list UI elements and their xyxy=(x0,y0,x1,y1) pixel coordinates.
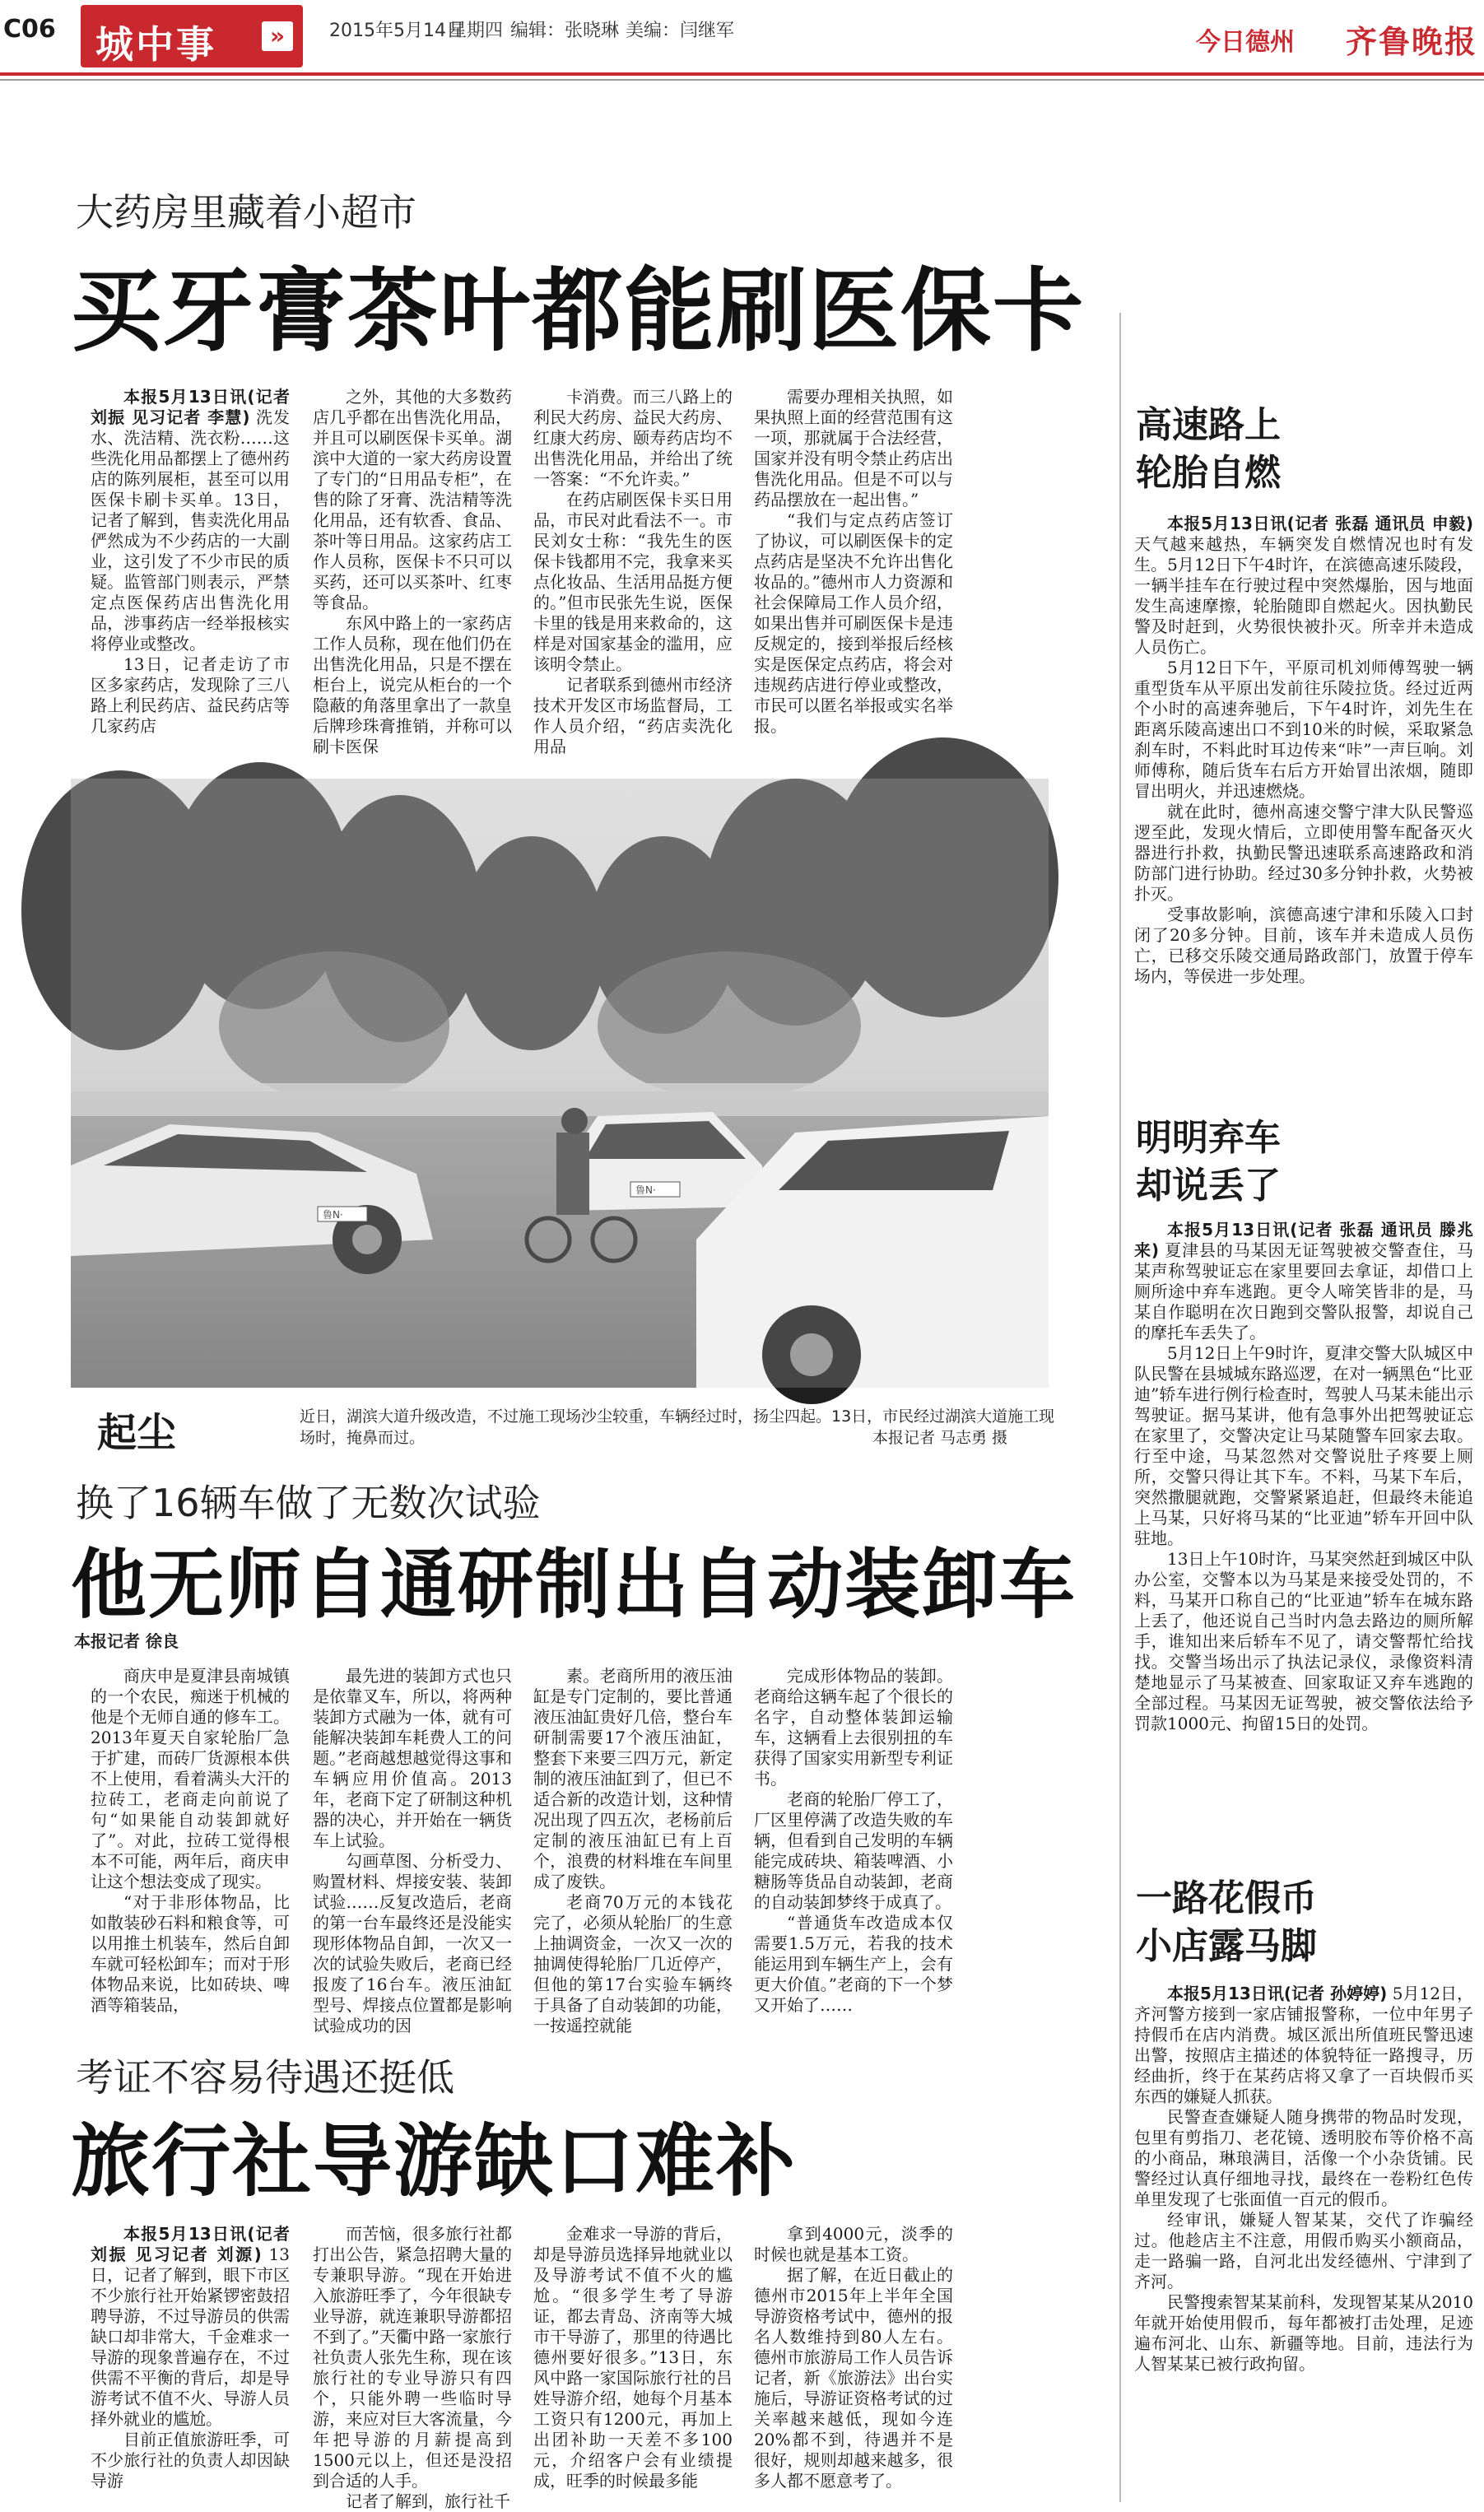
paragraph-text: 据了解，在近日截止的德州市2015年上半年全国导游资格考试中，德州的报名人数维持到80人左右。德州市旅游局工作人员告诉记者，新《旅游法》出台实施后，导游证资格考试的过关率越来越低，现如今连20%都不到，待遇并不是很好，规则却越来越多，很多人都不愿意考了。 xyxy=(754,2265,953,2491)
paragraph-text: 13日上午10时许，马某突然赶到城区中队办公室，交警本以为马某是来接受处罚的，不料，马某开口称自己的“比亚迪”轿车在城东路上丢了，他还说自己当时内急去路边的厕所解手，谁知出来后轿车不见了，请交警帮忙给找找。交警当场出示了执法记录仪，录像资料清楚地显示了马某被查、回家取证又弃车逃跑的全部过程。马某因无证驾驶，被交警依法给予罚款1000元、拘留15日的处罚。 xyxy=(1134,1549,1473,1733)
paragraph xyxy=(313,2491,512,2512)
paragraph xyxy=(313,2224,512,2491)
paragraph-text: 老商70万元的本钱花完了，必须从轮胎厂的生意上抽调资金，一次又一次的抽调使得轮胎厂几近停产，但他的第17台实验车辆终于具备了自动装卸的功能，一按遥控就能 xyxy=(533,1892,733,2035)
section-title: 城中事 xyxy=(95,22,216,67)
paragraph-text: 之外，其他的大多数药店几乎都在出售洗化用品，并且可以刷医保卡买单。湖滨中大道的一家大药房设置了专门的“日用品专柜”，在售的除了牙膏、洗洁精等洗化用品，还有软香、食品、茶叶等日用品。这家药店工作人员称，医保卡不只可以买药，还可以买茶叶、红枣等食品。 xyxy=(313,387,512,612)
brief1-title-line2: 轮胎自燃 xyxy=(1136,452,1281,494)
dateline: 本报5月13日讯(记者 孙婷婷) xyxy=(1167,1984,1388,2003)
paragraph-text: 目前正值旅游旺季，可不少旅行社的负责人却因缺导游 xyxy=(91,2430,290,2491)
article3-subtitle: 考证不容易待遇还挺低 xyxy=(76,2055,454,2100)
paragraph xyxy=(91,2224,290,2430)
issue-weekday: 星期四 xyxy=(449,21,504,41)
paragraph-text: 需要办理相关执照，如果执照上面的经营范围有这一项，那就属于合法经营，国家并没有明令禁止药店出售洗化用品。但是不可以与药品摆放在一起出售。” xyxy=(754,387,953,509)
paragraph xyxy=(754,387,953,510)
street-scene-illustration xyxy=(71,779,1049,1388)
paragraph xyxy=(533,387,733,490)
brief1-title-line1: 高速路上 xyxy=(1136,404,1281,446)
paragraph-text: 民警搜索智某某前科，发现智某某从2010年就开始使用假币，每年都被打击处理，足迹遍布河北、山东、新疆等地。目前，违法行为人智某某已被行政拘留。 xyxy=(1134,2292,1473,2374)
masthead xyxy=(0,0,1484,74)
paragraph xyxy=(533,490,733,675)
brief1-body xyxy=(1134,514,1473,1123)
paragraph xyxy=(533,1892,733,2036)
paragraph-text: 最先进的装卸方式也只是依靠叉车，所以，将两种装卸方式融为一体，就有可能解决装卸车耗费人工的问题。”老商越想越觉得这事和车辆应用价值高。2013年，老商下定了研制这种机器的决心，并开始在一辆货车上试验。 xyxy=(313,1666,512,1850)
page-number: C06 xyxy=(3,15,56,44)
article1-col3 xyxy=(533,387,733,756)
paragraph xyxy=(1134,1220,1473,1343)
paragraph xyxy=(754,510,953,737)
paragraph xyxy=(313,1666,512,1851)
tagline: 今日德州 xyxy=(1196,28,1295,57)
paragraph xyxy=(1134,2210,1473,2292)
double-chevron-icon: » xyxy=(262,21,293,51)
paragraph-text: 商庆申是夏津县南城镇的一个农民，痴迷于机械的他是个无师自通的修车工。2013年夏天自家轮胎厂急于扩建，而砖厂货源根本供不上使用，看着满头大汗的拉砖工，老商走向前说了句“如果能自动装卸就好了”。对此，拉砖工觉得根本不可能，两年后，商庆申让这个想法变成了现实。 xyxy=(91,1666,290,1891)
brief2-title-line2: 却说丢了 xyxy=(1136,1165,1281,1207)
plate-left: 鲁N· xyxy=(323,1209,343,1221)
article2-byline: 本报记者 徐良 xyxy=(74,1631,179,1651)
editor-credit: 编辑：张晓琳 xyxy=(510,21,620,41)
paragraph-text: 东风中路上的一家药店工作人员称，现在他们仍在出售洗化用品，只是不摆在柜台上，说完从柜台的一个隐蔽的角落里拿出了一款皇后牌珍珠膏推销，并称可以刷卡医保 xyxy=(313,613,512,756)
dateline: 本报5月13日讯(记者 刘振 见习记者 刘源) xyxy=(91,2224,290,2264)
article3-col2 xyxy=(313,2224,512,2511)
dateline: 本报5月13日讯(记者 张磊 通讯员 申毅) xyxy=(1167,514,1473,533)
photo-caption: 近日，湖滨大道升级改造，不过施工现场沙尘较重，车辆经过时，扬尘四起。13日，市民经过湖滨大道施工现场时，掩鼻而过。 xyxy=(300,1407,1055,1447)
article2-col3 xyxy=(533,1666,733,2035)
photo-credit: 本报记者 马志勇 摄 xyxy=(872,1429,1007,1447)
article2-col1 xyxy=(91,1666,290,2025)
paragraph xyxy=(754,2224,953,2265)
article3-col1 xyxy=(91,2224,290,2504)
paragraph xyxy=(754,1789,953,1913)
article1-col2 xyxy=(313,387,512,756)
brief2-title-line1: 明明弃车 xyxy=(1136,1117,1281,1159)
paragraph-text: “对于非形体物品，比如散装砂石料和粮食等，可以用推土机装车，然后自卸车就可轻松卸车；而对于形体物品来说，比如砖块、啤酒等箱装品， xyxy=(91,1892,290,2015)
paragraph xyxy=(313,1851,512,2036)
article2-headline: 他无师自通研制出自动装卸车 xyxy=(71,1541,1077,1629)
paragraph xyxy=(91,387,290,654)
brief3-body xyxy=(1134,1984,1473,2502)
paragraph-text: 5月12日上午9时许，夏津交警大队城区中队民警在县城城东路巡逻，在对一辆黑色“比亚迪”轿车进行例行检查时，驾驶人马某未能出示驾驶证。据马某讲，他有急事外出把驾驶证忘在家里了，交警决定让马某随警车回家去取。行至中途，马某忽然对交警说肚子疼要上厕所，交警只得让其下车。不料，马某下车后，突然撒腿就跑，交警紧紧追赶，但最终未能追上马某，只好将马某的“比亚迪”轿车开回中队驻地。 xyxy=(1134,1343,1473,1548)
article3-headline: 旅行社导游缺口难补 xyxy=(71,2115,797,2207)
brief3-title-line2: 小店露马脚 xyxy=(1136,1925,1317,1967)
paragraph xyxy=(91,2430,290,2491)
paragraph xyxy=(754,1913,953,2016)
paragraph xyxy=(1134,905,1473,987)
paragraph xyxy=(1134,1984,1473,2107)
paragraph xyxy=(91,654,290,737)
paragraph-text: 在药店刷医保卡买日用品，市民对此看法不一。市民刘女士称：“我先生的医保卡钱都用不完，我拿来买点化妆品、生活用品挺方便的。”但市民张先生说，医保卡里的钱是用来救命的，这样是对国家基金的滥用，应该明令禁止。 xyxy=(533,490,733,674)
paragraph-text: 完成形体物品的装卸。老商给这辆车起了个很长的名字，自动整体装卸运输车，这辆看上去很别扭的车获得了国家实用新型专利证书。 xyxy=(754,1666,953,1789)
paragraph-text: 拿到4000元，淡季的时候也就是基本工资。 xyxy=(754,2224,953,2264)
paper-logo: 齐鲁晚报 xyxy=(1345,23,1477,60)
paragraph-text: 夏津县的马某因无证驾驶被交警查住，马某声称驾驶证忘在家里要回去拿证，却借口上厕所途中弃车逃跑。更令人啼笑皆非的是，马某自作聪明在次日跑到交警队报警，却说自己的摩托车丢失了。 xyxy=(1134,1240,1474,1342)
brief3-title xyxy=(1136,1875,1317,1970)
paragraph xyxy=(754,1666,953,1789)
brief2-title xyxy=(1136,1114,1281,1210)
paragraph-text: 13日，记者了解到，眼下市区不少旅行社开始紧锣密鼓招聘导游，不过导游员的供需缺口却非常大，千金难求一导游的现象普遍存在，不过供需不平衡的背后，却是导游考试不值不火、导游人员择外就业的尴尬。 xyxy=(91,2245,290,2429)
paragraph-text: 5月12日下午，平原司机刘师傅驾驶一辆重型货车从平原出发前往乐陵拉货。经过近两个小时的高速奔驰后，下午4时许，刘先生在距离乐陵高速出口不到10米的时候，采取紧急刹车时，不料此时耳边传来“咔”一声巨响。刘师傅称，随后货车右后方开始冒出浓烟，随即冒出明火，并迅速燃烧。 xyxy=(1134,658,1473,801)
paragraph xyxy=(91,1666,290,1892)
article3-col4 xyxy=(754,2224,953,2504)
paragraph-text: 老商的轮胎厂停工了，厂区里停满了改造失败的车辆，但看到自己发明的车辆能完成砖块、箱装啤酒、小糖肠等货品自动装卸，老商的自动装卸梦终于成真了。 xyxy=(754,1789,953,1912)
brief2-body xyxy=(1134,1220,1473,1854)
paragraph xyxy=(1134,658,1473,802)
paragraph-text: 而苦恼，很多旅行社都打出公告，紧急招聘大量的专兼职导游。“现在开始进入旅游旺季了，今年很缺专业导游，就连兼职导游都招不到了。”天衢中路一家旅行社负责人张先生称，现在该旅行社的专业导游只有四个，只能外聘一些临时导游，来应对巨大客流量，今年把导游的月薪提高到1500元以上，但还是没招到合适的人手。 xyxy=(313,2224,512,2491)
article1-subtitle: 大药房里藏着小超市 xyxy=(76,190,416,235)
paragraph xyxy=(1134,1343,1473,1549)
paragraph-text: 记者了解到，旅行社千 xyxy=(346,2491,510,2511)
paragraph xyxy=(1134,2107,1473,2210)
article1-col4 xyxy=(754,387,953,746)
dateline: 本报5月13日讯(记者 张磊 通讯员 滕兆来) xyxy=(1134,1220,1473,1260)
paragraph xyxy=(533,675,733,757)
paragraph xyxy=(533,2224,733,2491)
masthead-rule-thin xyxy=(0,79,1484,81)
issue-date: 2015年5月14日 xyxy=(329,21,464,41)
paragraph-text: 就在此时，德州高速交警宁津大队民警巡逻至此，发现火情后，立即使用警车配备灭火器进行扑救，执勤民警迅速联系高速路政和消防部门进行协助。经过30多分钟扑救，火势被扑灭。 xyxy=(1134,802,1473,904)
paragraph-text: 天气越来越热，车辆突发自燃情况也时有发生。5月12日下午4时许，在滨德高速乐陵段，一辆半挂车在行驶过程中突然爆胎，因与地面发生高速摩擦，轮胎随即自燃起火。因执勤民警及时赶到，火势很快被扑灭。所幸并未造成人员伤亡。 xyxy=(1134,534,1473,657)
article3-col3 xyxy=(533,2224,733,2504)
brief3-title-line1: 一路花假币 xyxy=(1136,1877,1317,1919)
paragraph-text: 民警查查嫌疑人随身携带的物品时发现，包里有剪指刀、老花镜、透明胶布等价格不高的小商品，琳琅满目，活像一个小杂货铺。民警经过认真仔细地寻找，最终在一卷粉红色传单里发现了七张面值一百元的假币。 xyxy=(1134,2107,1473,2209)
paragraph xyxy=(1134,2292,1473,2375)
dateline: 本报5月13日讯(记者 刘振 见习记者 李慧) xyxy=(91,387,290,427)
paragraph xyxy=(1134,1549,1473,1734)
paragraph xyxy=(1134,802,1473,905)
paragraph-text: 经审讯，嫌疑人智某某，交代了诈骗经过。他趁店主不注意，用假币购买小额商品，走一路骗一路，自河北出发经德州、宁津到了齐河。 xyxy=(1134,2210,1473,2291)
article2-subtitle: 换了16辆车做了无数次试验 xyxy=(76,1481,541,1525)
paragraph-text: 金难求一导游的背后，却是导游员选择异地就业以及导游考试不值不火的尴尬。“很多学生考了导游证，都去青岛、济南等大城市干导游了，那里的待遇比德州要好很多。”13日，东风中路一家国际旅行社的吕姓导游介绍，她每个月基本工资只有1200元，再加上出团补助一天差不多100元，介绍客户会有业绩提成，旺季的时候最多能 xyxy=(533,2224,733,2491)
brief1-title xyxy=(1136,402,1281,497)
paragraph xyxy=(313,387,512,613)
designer-credit: 美编：闫继军 xyxy=(626,21,735,41)
paragraph-text: 素。老商所用的液压油缸是专门定制的，要比普通液压油缸贵好几倍，整台车研制需要17个液压油缸，整套下来要三四万元，新定制的液压油缸到了，但已不适合新的改造计划，这种情况出现了四五次，老杨前后定制的液压油缸已有上百个，浪费的材料堆在车间里成了废铁。 xyxy=(533,1666,733,1891)
paragraph xyxy=(313,613,512,757)
photo-caption-box xyxy=(300,1406,1057,1449)
paragraph-text: 受事故影响，滨德高速宁津和乐陵入口封闭了20多分钟。目前，该车并未造成人员伤亡，已移交乐陵交通局路政部门，放置于停车场内，等侯进一步处理。 xyxy=(1134,905,1473,986)
column-divider xyxy=(1119,313,1121,2502)
article1-col1 xyxy=(91,387,290,746)
article2-col2 xyxy=(313,1666,512,2035)
plate-center: 鲁N· xyxy=(635,1184,656,1196)
paragraph xyxy=(533,1666,733,1892)
paragraph-text: 洗发水、洗洁精、洗衣粉……这些洗化用品都摆上了德州药店的陈列展柜，甚至可以用医保卡刷卡买单。13日，记者了解到，售卖洗化用品俨然成为不少药店的一大副业，这引发了不少市民的质疑。监管部门则表示，严禁定点医保药店出售洗化用品，涉事药店一经举报核实将停业或整改。 xyxy=(91,407,290,654)
paragraph-text: “我们与定点药店签订了协议，可以刷医保卡的定点药店是坚决不允许出售化妆品的。”德州市人力资源和社会保障局工作人员介绍，如果出售并可刷医保卡是违反规定的，接到举报后经核实是医保定点药店，将会对违规药店进行停业或整改，市民可以匿名举报或实名举报。 xyxy=(754,510,953,736)
paragraph-text: 勾画草图、分析受力、购置材料、焊接安装、装卸试验……反复改造后，老商的第一台车最终还是没能实现形体物品自卸，一次又一次的试验失败后，老商已经报废了16台车。液压油缸型号、焊接点位置都是影响试验成功的因 xyxy=(313,1851,512,2035)
paragraph xyxy=(754,2265,953,2491)
news-photo xyxy=(71,779,1049,1388)
paragraph xyxy=(1134,514,1473,658)
paragraph-text: 5月12日，齐河警方接到一家店铺报警称，一位中年男子持假币在店内消费。城区派出所值班民警迅速出警，按照店主描述的体貌特征一路搜寻，历经曲折，终于在某药店将又拿了一百块假币买东西的嫌疑人抓获。 xyxy=(1134,1984,1473,2106)
article1-headline: 买牙膏茶叶都能刷医保卡 xyxy=(71,258,1085,364)
paragraph-text: 记者联系到德州市经济技术开发区市场监督局，工作人员介绍，“药店卖洗化用品 xyxy=(533,675,733,756)
photo-label: 起尘 xyxy=(97,1410,177,1456)
article2-col4 xyxy=(754,1666,953,2025)
paragraph-text: 13日，记者走访了市区多家药店，发现除了三八路上利民药店、益民药店等几家药店 xyxy=(91,654,290,736)
paragraph-text: “普通货车改造成本仅需要1.5万元，若我的技术能运用到车辆生产上，会有更大价值。”老商的下一个梦又开始了…… xyxy=(754,1913,953,2015)
paragraph-text: 卡消费。而三八路上的利民大药房、益民大药房、红康大药房、颐寿药店均不出售洗化用品，并给出了统一答案：“不允许卖。” xyxy=(533,387,733,489)
masthead-rule xyxy=(0,72,1484,76)
paragraph xyxy=(91,1892,290,2016)
section-banner xyxy=(81,5,303,67)
